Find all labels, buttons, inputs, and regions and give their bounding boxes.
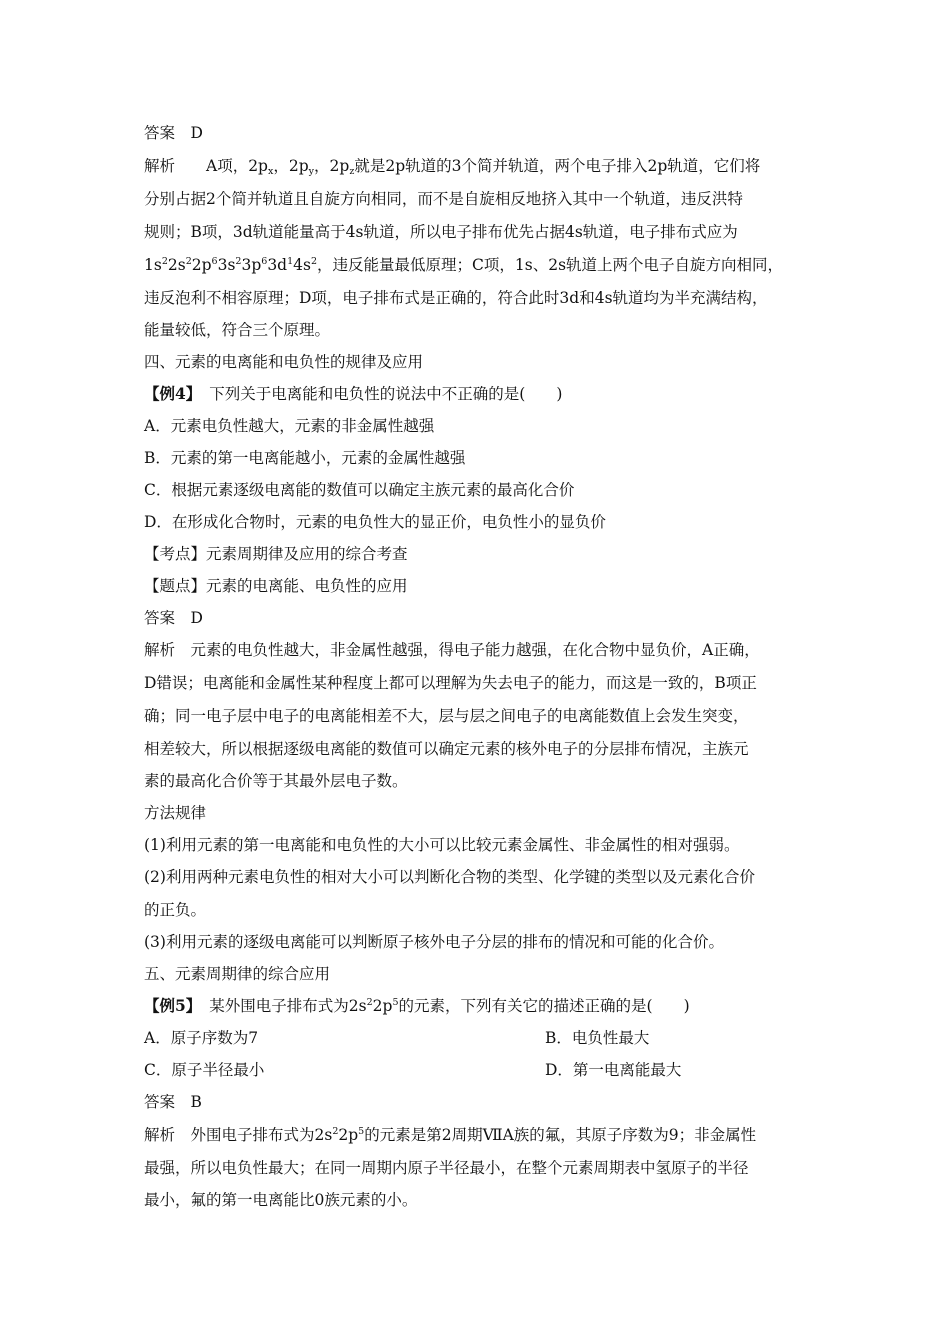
example-4-tag: 【例4】 [144,384,202,403]
explanation-5-line-2: 最强，所以电负性最大；在同一周期内原子半径最小，在整个元素周期表中氢原子的半径 [144,1159,749,1177]
explanation-1-line-6: 能量较低，符合三个原理。 [144,321,331,339]
example-4-question: 【例4】 下列关于电离能和电负性的说法中不正确的是( ) [144,384,563,403]
example-5-option-c: C．原子半径最小 [144,1061,265,1079]
example-5-question: 【例5】 某外围电子排布式为$2s^22p^5$的元素，下列有关它的描述正确的是( ) [144,996,690,1015]
answer-5: 答案 B [144,1093,202,1111]
example-5-option-b: B．电负性最大 [545,1029,650,1047]
section-5-heading: 五、元素周期律的综合应用 [144,965,331,983]
example-4-option-a: A．元素电负性越大，元素的非金属性越强 [144,417,435,435]
example-4-option-b: B．元素的第一电离能越小，元素的金属性越强 [144,449,466,467]
example-4-kaodian: 【考点】元素周期律及应用的综合考查 [144,545,408,563]
explanation-1-line-1: 解析 A项，$2p_x$，$2p_y$，$2p_z$就是2p轨道的3个简并轨道，两个电子排入2p轨道，它们将 [144,157,761,177]
method-point-2-line-1: (2)利用两种元素电负性的相对大小可以判断化合物的类型、化学键的类型以及元素化合价 [144,868,755,886]
example-4-option-c: C．根据元素逐级电离能的数值可以确定主族元素的最高化合价 [144,481,575,499]
example-5-options-row-1 [144,1028,650,1048]
example-5-options-row-2 [144,1060,682,1080]
example-5-tag: 【例5】 [144,996,202,1015]
method-title: 方法规律 [144,804,207,822]
answer-1: 答案 D [144,124,203,142]
explanation-4-line-4: 相差较大，所以根据逐级电离能的数值可以确定元素的核外电子的分层排布情况，主族元 [144,740,749,758]
answer-4: 答案 D [144,609,203,627]
explanation-4-line-2: D错误；电离能和金属性某种程度上都可以理解为失去电子的能力，而这是一致的，B项正 [144,674,757,692]
explanation-1-line-5: 违反泡利不相容原理；D项，电子排布式是正确的，符合此时3d和4s轨道均为半充满结构， [144,289,768,307]
method-point-3: (3)利用元素的逐级电离能可以判断原子核外电子分层的排布的情况和可能的化合价。 [144,933,724,951]
section-4-heading: 四、元素的电离能和电负性的规律及应用 [144,353,424,371]
explanation-1-line-4: $1s^22s^22p^63s^23p^63d^14s^2$，违反能量最低原理；C项，1s、2s轨道上两个电子自旋方向相同， [144,256,784,274]
example-5-option-d: D．第一电离能最大 [545,1061,682,1079]
method-point-1: (1)利用元素的第一电离能和电负性的大小可以比较元素金属性、非金属性的相对强弱。 [144,836,740,854]
explanation-1-line-3: 规则；B项，3d轨道能量高于4s轨道，所以电子排布优先占据4s轨道，电子排布式应为 [144,223,738,241]
explanation-4-line-1: 解析 元素的电负性越大，非金属性越强，得电子能力越强，在化合物中显负价，A正确， [144,641,760,659]
method-point-2-line-2: 的正负。 [144,901,207,919]
example-4-tidian: 【题点】元素的电离能、电负性的应用 [144,577,408,595]
explanation-1-line-2: 分别占据2个简并轨道且自旋方向相同，而不是自旋相反地挤入其中一个轨道，违反洪特 [144,190,743,208]
explanation-4-line-3: 确；同一电子层中电子的电离能相差不大，层与层之间电子的电离能数值上会发生突变， [144,707,749,725]
example-4-option-d: D．在形成化合物时，元素的电负性大的显正价，电负性小的显负价 [144,513,606,531]
explanation-5-line-1: 解析 外围电子排布式为$2s^22p^5$的元素是第2周期ⅦA族的氟，其原子序数为9；非金属性 [144,1126,757,1144]
example-5-option-a: A．原子序数为7 [144,1029,259,1047]
explanation-4-line-5: 素的最高化合价等于其最外层电子数。 [144,772,408,790]
explanation-5-line-3: 最小，氟的第一电离能比0族元素的小。 [144,1191,418,1209]
